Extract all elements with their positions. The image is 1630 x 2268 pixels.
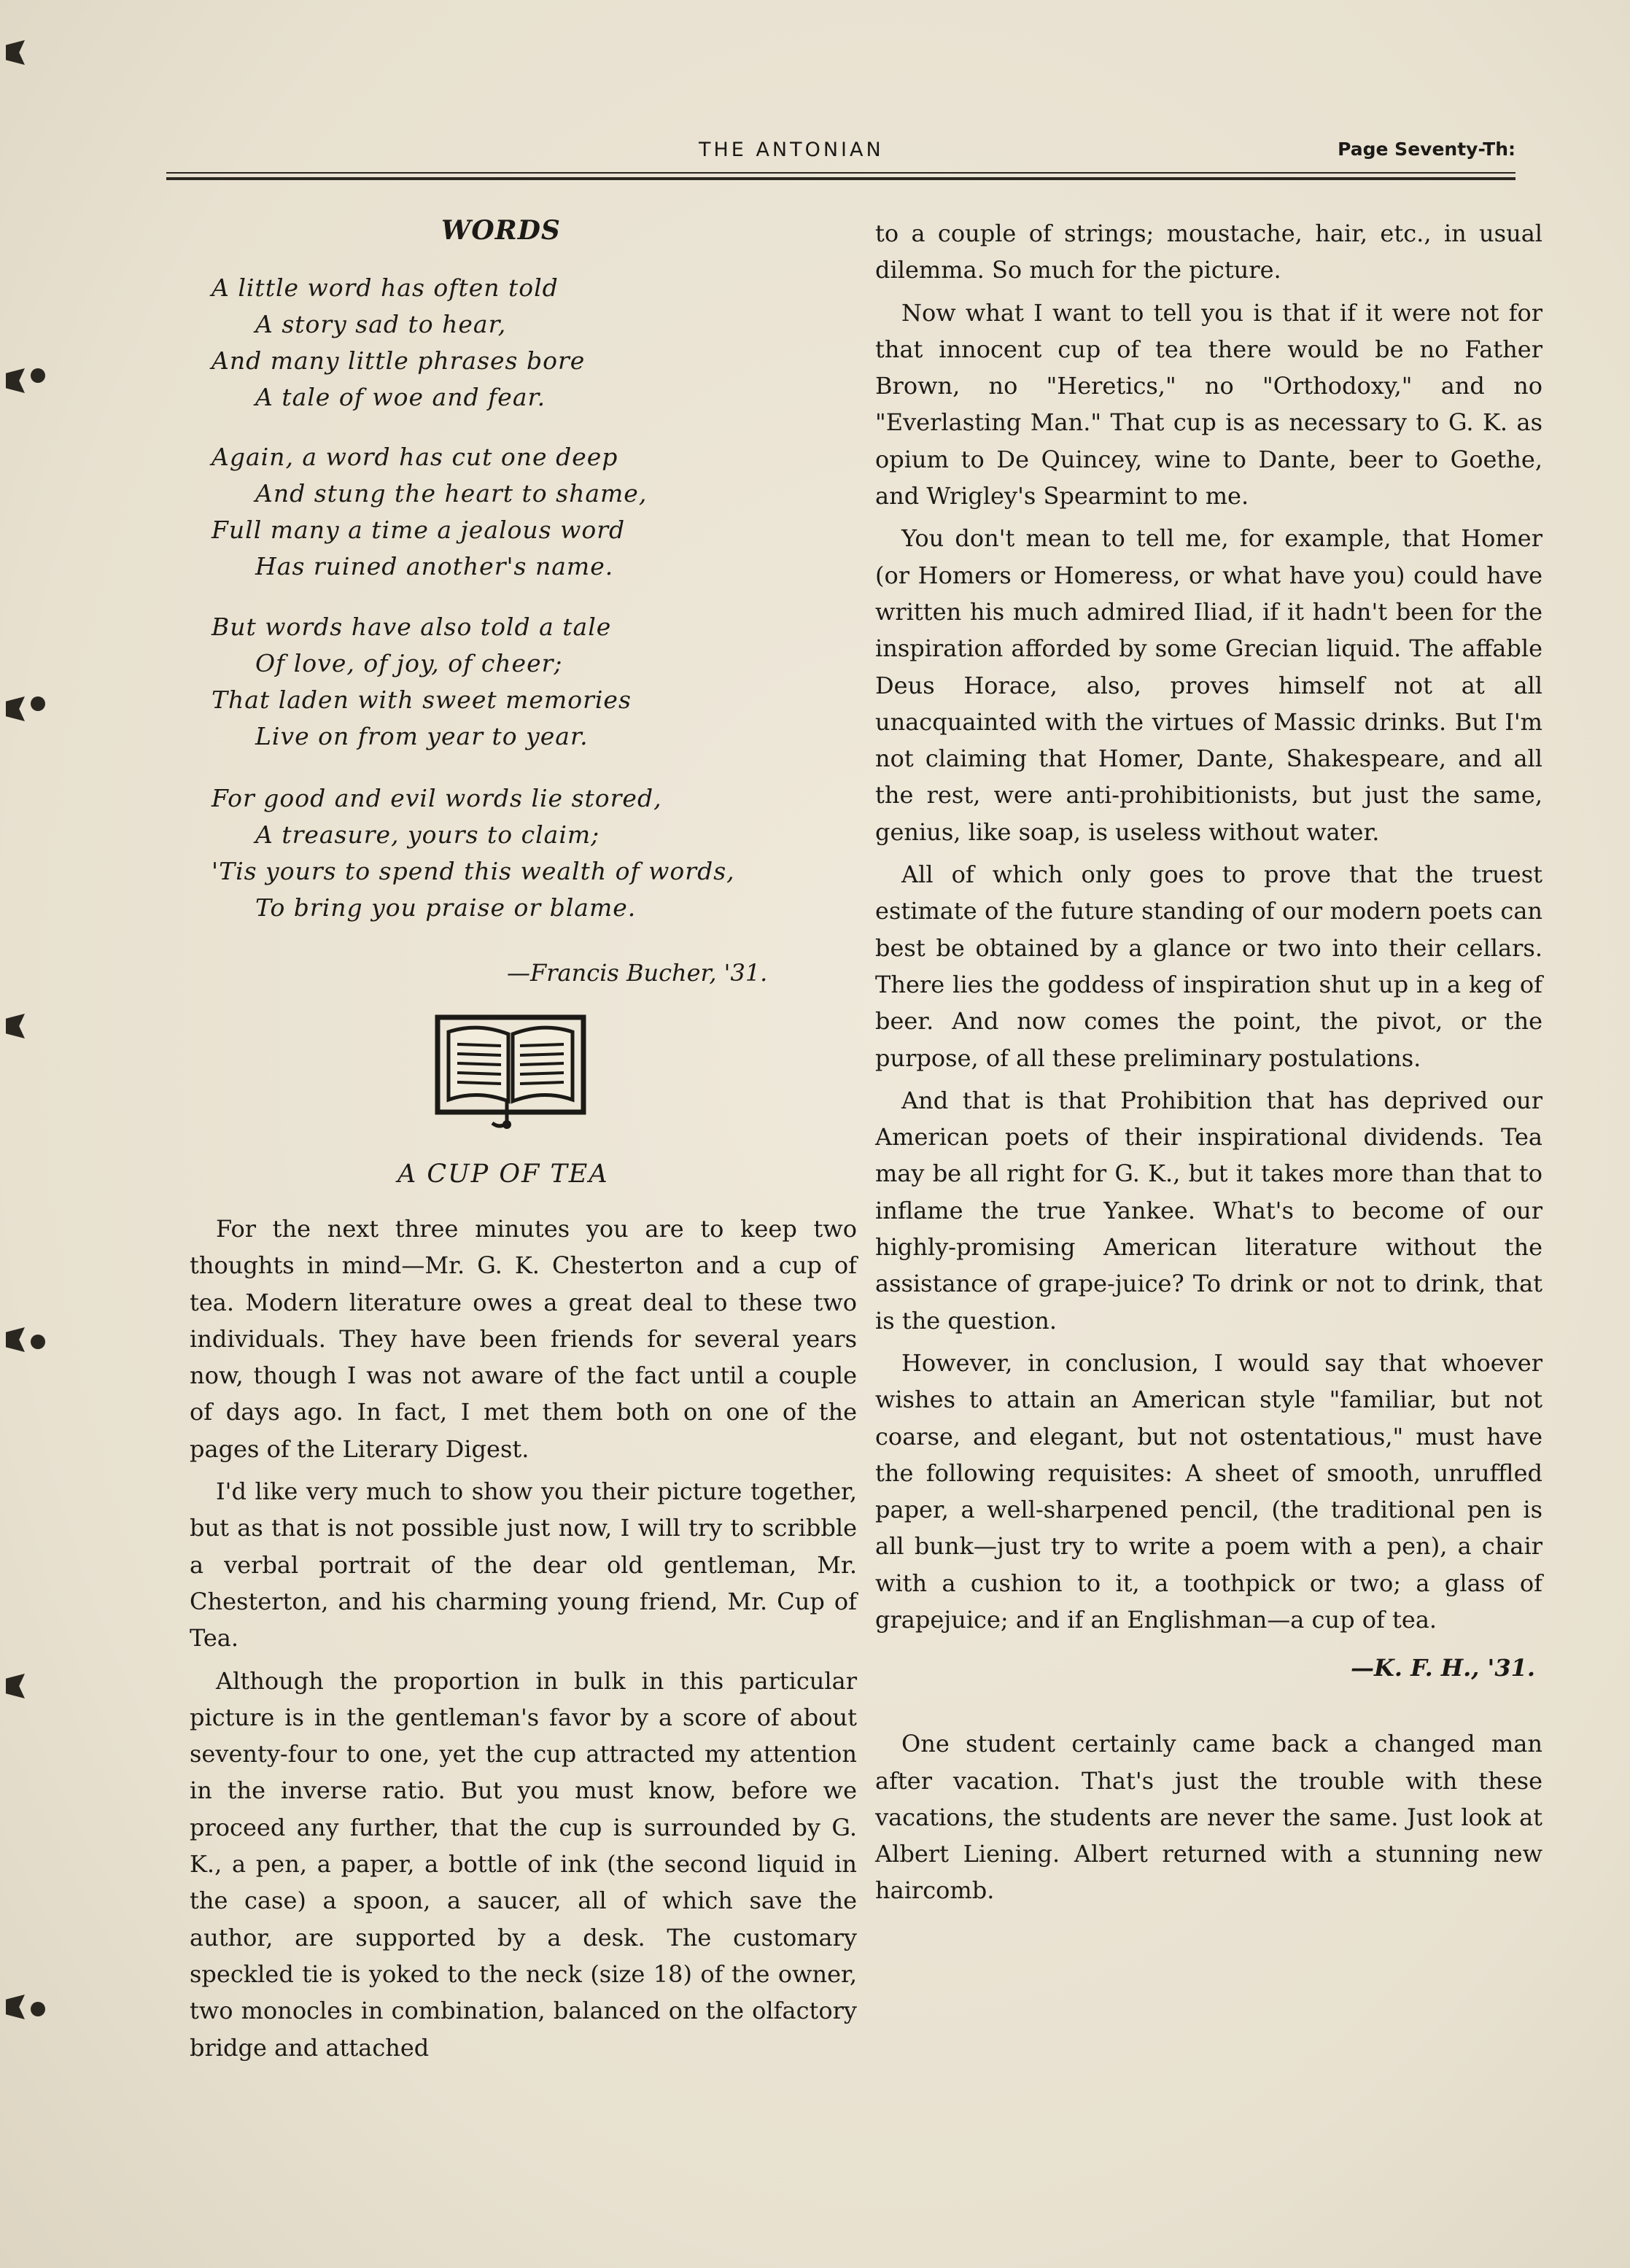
poem-stanza (211, 443, 868, 589)
poem-title: WORDS (441, 215, 561, 246)
header-rule (166, 172, 1515, 174)
student-note: One student certainly came back a changed man after vacation. That's just the trouble with these vacations, the students are never the same. Just look at Albert Liening. Albert returned with a stunning new haircomb. (875, 1730, 1542, 1905)
poem-stanza (211, 784, 868, 930)
poem-line: Of love, of joy, of cheer; (255, 649, 563, 677)
essay-paragraph: You don't mean to tell me, for example, that Homer (or Homers or Homeress, or what have you) could have written his much admired Iliad, if it hadn't been for the inspiration afforded by some Grecian liquid. The affable Deus Horace, also, proves himself not at all unacquainted with the virtues of Massic drinks. But I'm not claiming that Homer, Dante, Shakespeare, and all the rest, were anti-prohibitionists, but just the same, genius, like soap, is useless without water. (875, 524, 1542, 846)
poem-line: Again, a word has cut one deep (211, 443, 618, 471)
binding-hole (31, 696, 45, 711)
binding-hole (31, 368, 45, 383)
header-rule-thick (166, 177, 1515, 180)
poem-line: That laden with sweet memories (211, 686, 632, 714)
poem-line: To bring you praise or blame. (255, 893, 637, 922)
essay-paragraph: Now what I want to tell you is that if it were not for that innocent cup of tea there would be no Father Brown, no "Heretics," no "Orthodoxy," and no "Everlasting Man." That cup is as necessary to G. K. as opium to De Quincey, wine to Dante, beer to Goethe, and Wrigley's Spearmint to me. (875, 298, 1542, 510)
poem-line: And stung the heart to shame, (255, 479, 648, 508)
essay-paragraph: All of which only goes to prove that the truest estimate of the future standing of our modern poets can best be obtained by a glance or two into their cellars. There lies the goddess of inspiration shut up in a keg of beer. And now comes the point, the pivot, or the purpose, of all these preliminary postulations. (875, 861, 1542, 1072)
essay-paragraph: However, in conclusion, I would say that whoever wishes to attain an American style "familiar, but not coarse, and elegant, but not ostentatious," must have the following requisites: A sheet of smooth, unruffled paper, a well-sharpened pencil, (the traditional pen is all bunk—just try to write a poem with a pen), a chair with a cushion to it, a toothpick or two; a glass of grapejuice; and if an Englishman—a cup of tea. (875, 1348, 1542, 1634)
poem-line: But words have also told a tale (211, 613, 612, 641)
poem-line: A tale of woe and fear. (255, 383, 546, 411)
page-header (166, 139, 1515, 168)
essay-paragraph: I'd like very much to show you their picture together, but as that is not possible just now, I will try to scribble a verbal portrait of the dear old gentleman, Mr. Chesterton, and his charming young friend, Mr. Cup of Tea. (190, 1477, 857, 1653)
essay-title: A CUP OF TEA (397, 1160, 609, 1189)
page-number: Page Seventy-Th: (1338, 139, 1515, 160)
essay-paragraph: Although the proportion in bulk in this particular picture is in the gentleman's favor by a score of about seventy-four to one, yet the cup attracted my attention in the inverse ratio. But you must know, before we proceed any further, that the cup is surrounded by G. K., a pen, a paper, a bottle of ink (the second liquid in the case) a spoon, a saucer, all of which save the author, are supported by a desk. The customary speckled tie is yoked to the neck (size 18) of the owner, two monocles in combination, balanced on the olfactory bridge and attached (190, 1666, 857, 2062)
poem-line: And many little phrases bore (211, 346, 586, 375)
essay-paragraph: And that is that Prohibition that has deprived our American poets of their inspirational dividends. Tea may be all right for G. K., but it takes more than that to inflame the true Yankee. What's to become of our highly-promising American literature without the assistance of grape-juice? To drink or not to drink, that is the question. (875, 1086, 1542, 1335)
poem-line: A little word has often told (211, 273, 559, 302)
essay-signature: —K. F. H., '31. (1351, 1654, 1535, 1682)
essay-paragraph: to a couple of strings; moustache, hair, etc., in usual dilemma. So much for the picture. (875, 220, 1542, 284)
poem-line: Live on from year to year. (255, 722, 589, 750)
poem-line: Has ruined another's name. (255, 552, 614, 580)
binding-hole (31, 2002, 45, 2016)
poem-stanza (211, 613, 868, 758)
open-book-icon (434, 1014, 587, 1130)
essay-right-text (875, 215, 1542, 1915)
journal-title: THE ANTONIAN (699, 139, 884, 161)
binding-hole (31, 1335, 45, 1349)
poem-line: A story sad to hear, (255, 310, 507, 338)
poem-line: A treasure, yours to claim; (255, 820, 600, 849)
essay-left-text (190, 1211, 857, 2072)
poem-line: 'Tis yours to spend this wealth of words, (211, 857, 735, 885)
poem-line: For good and evil words lie stored, (211, 784, 662, 812)
poem-line: Full many a time a jealous word (211, 516, 626, 544)
poem-attribution: —Francis Bucher, '31. (507, 959, 768, 987)
poem-stanza (211, 273, 868, 419)
essay-paragraph: For the next three minutes you are to keep two thoughts in mind—Mr. G. K. Chesterton and a cup of tea. Modern literature owes a great deal to these two individuals. They have been friends for several years now, though I was not aware of the fact until a couple of days ago. In fact, I met them both on one of the pages of the Literary Digest. (190, 1215, 857, 1463)
